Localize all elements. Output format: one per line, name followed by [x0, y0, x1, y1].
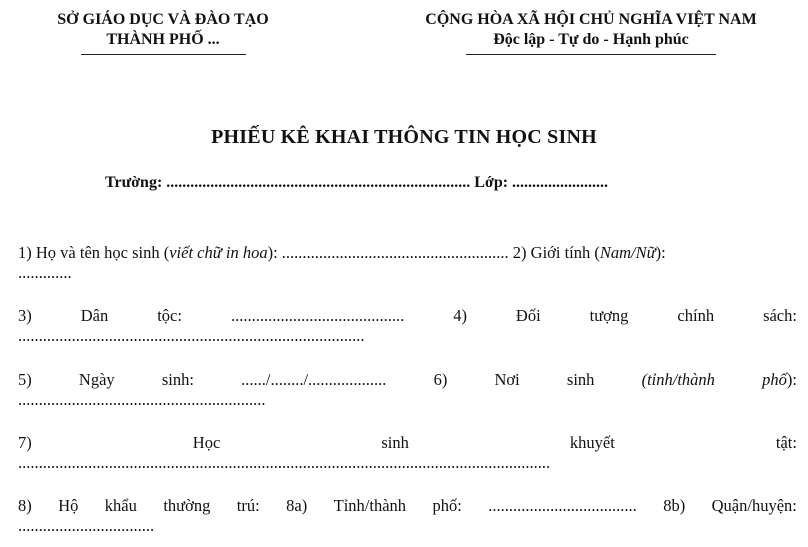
student-name-label: 1) Họ và tên học sinh ( — [18, 243, 170, 262]
dob-word-2: sinh: — [161, 370, 194, 389]
policy-word-1: Đối — [515, 306, 541, 325]
residence-word-2: khẩu — [104, 496, 137, 515]
district-num: 8b) — [663, 496, 686, 515]
field-1-2 — [18, 243, 797, 283]
disability-word-3: khuyết — [569, 433, 615, 452]
disability-field[interactable]: ................................................................................................................................. — [18, 453, 551, 472]
city-name: THÀNH PHỐ ... — [106, 31, 220, 48]
dob-field[interactable]: ....../......../................... — [241, 370, 387, 389]
policy-word-4: sách: — [763, 306, 797, 325]
province-word-1: Tỉnh/thành — [333, 496, 407, 515]
disability-word-2: sinh — [381, 433, 409, 452]
motto: Độc lập - Tự do - Hạnh phúc — [493, 31, 689, 48]
issuing-authority — [18, 10, 308, 55]
gender-field[interactable]: ............. — [18, 263, 72, 282]
field-8 — [18, 496, 797, 536]
birthplace-word-2: sinh — [566, 370, 595, 389]
school-label: Trường: — [105, 174, 163, 191]
residence-word-1: Hộ — [58, 496, 79, 515]
gender-label-close: ): — [655, 243, 666, 262]
birthplace-field[interactable]: ............................................................ — [18, 390, 266, 409]
school-field[interactable]: ............................................................................ — [166, 174, 471, 191]
country-name: CỘNG HÒA XÃ HỘI CHỦ NGHĨA VIỆT NAM — [425, 11, 757, 28]
birthplace-hint-1: (tỉnh/thành — [641, 370, 715, 389]
residence-word-3: thường — [163, 496, 211, 515]
district-label: Quận/huyện: — [711, 496, 797, 515]
gender-hint: Nam/Nữ — [599, 243, 656, 262]
residence-num: 8) — [18, 496, 32, 515]
disability-num: 7) — [18, 433, 32, 452]
student-name-hint: viết chữ in hoa — [169, 243, 268, 262]
department-name: SỞ GIÁO DỤC VÀ ĐÀO TẠO — [57, 11, 269, 28]
student-name-field[interactable]: ): ....................................................... 2) Giới tính ( — [267, 243, 600, 262]
province-word-2: phố: — [432, 496, 462, 515]
policy-word-3: chính — [677, 306, 715, 325]
class-label: Lớp: — [474, 174, 509, 191]
form-title: PHIẾU KÊ KHAI THÔNG TIN HỌC SINH — [211, 126, 597, 148]
birthplace-hint-end: phố): — [762, 370, 797, 389]
province-field[interactable]: .................................... — [488, 496, 637, 515]
ethnicity-word-2: tộc: — [157, 306, 182, 325]
ethnicity-field[interactable]: .......................................... — [230, 306, 405, 325]
province-num: 8a) — [286, 496, 308, 515]
disability-word-4: tật: — [775, 433, 797, 452]
policy-word-2: tượng — [589, 306, 629, 325]
dob-num: 5) — [18, 370, 32, 389]
motto-underline — [466, 54, 716, 55]
national-motto — [376, 10, 806, 55]
field-5-6 — [18, 370, 797, 410]
dob-word-1: Ngày — [78, 370, 115, 389]
district-field[interactable]: ................................. — [18, 516, 155, 535]
policy-field[interactable]: .................................................................................... — [18, 326, 365, 345]
class-field[interactable]: ........................ — [512, 174, 609, 191]
field-7 — [18, 433, 797, 473]
ethnicity-num: 3) — [18, 306, 32, 325]
policy-num: 4) — [453, 306, 467, 325]
ethnicity-word-1: Dân — [80, 306, 109, 325]
residence-word-4: trú: — [236, 496, 260, 515]
disability-word-1: Học — [192, 433, 221, 452]
field-3-4 — [18, 306, 797, 346]
birthplace-num: 6) — [433, 370, 448, 389]
authority-underline — [81, 54, 246, 55]
school-class-line — [105, 174, 725, 192]
birthplace-word-1: Nơi — [494, 370, 520, 389]
